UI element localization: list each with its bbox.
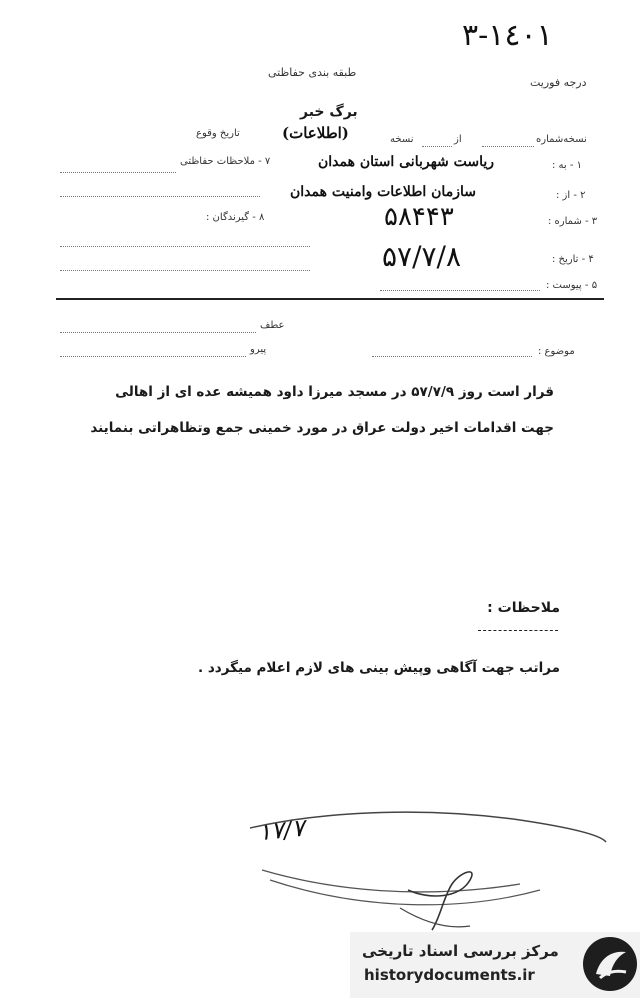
archive-code: ١٤٠١-٣ — [462, 18, 553, 53]
occurrence-date-label: تاریخ وقوع — [196, 128, 240, 139]
subject-label: موضوع : — [538, 346, 575, 357]
header-separator — [56, 298, 604, 300]
archive-logo-icon — [582, 936, 638, 992]
row8-label: ۸ - گیرندگان : — [206, 212, 265, 223]
row4-label: ۴ - تاریخ : — [552, 254, 594, 265]
row4-value: ۵۷/۷/۸ — [382, 240, 462, 273]
row2-label: ۲ - از : — [556, 190, 586, 201]
row1-value: ریاست شهربانی استان همدان — [318, 154, 495, 170]
from-label: از — [454, 134, 462, 145]
row3-value: ۵۸۴۴۳ — [384, 202, 454, 232]
row1-label: ۱ - به : — [552, 160, 583, 171]
copy-number-dots — [482, 146, 534, 147]
row5-label: ۵ - پیوست : — [546, 280, 598, 291]
classification-label: طبقه بندی حفاظتی — [268, 66, 357, 79]
notes-text: مراتب جهت آگاهی وپیش بینی های لازم اعلام میگردد . — [198, 660, 560, 676]
priority-label: درجه فوریت — [530, 76, 587, 89]
row8-dots — [60, 246, 310, 247]
row4-left-dots — [60, 270, 310, 271]
row3-label: ۳ - شماره : — [548, 216, 598, 227]
row2-left-dots — [60, 196, 260, 197]
footer-website: historydocuments.ir — [364, 966, 535, 984]
row7-dots — [60, 172, 176, 173]
row7-label: ۷ - ملاحظات حفاظتی — [180, 156, 271, 167]
attach-label: عطف — [260, 320, 285, 331]
form-stamp: (اطلاعات) — [282, 124, 349, 142]
row2-value: سازمان اطلاعات وامنیت همدان — [290, 184, 476, 200]
copy-number-label: نسخه‌شماره — [536, 134, 587, 145]
footer-center-name: مرکز بررسی اسناد تاریخی — [362, 942, 559, 960]
form-title: برگ خبر — [300, 104, 358, 120]
from-dots — [422, 146, 452, 147]
subject-dots — [372, 356, 532, 357]
attach-dots — [60, 332, 256, 333]
follow-label: پیرو — [250, 344, 267, 355]
notes-underline — [478, 630, 558, 631]
row5-dots — [380, 290, 540, 291]
handwritten-date: ۱۷/۷ — [256, 813, 307, 847]
copy-label: نسخه — [390, 134, 414, 145]
notes-heading: ملاحظات : — [487, 600, 560, 616]
body-line-2: جهت اقدامات اخیر دولت عراق در مورد خمینی جمع وتظاهراتی بنمایند — [90, 420, 554, 436]
follow-dots — [60, 356, 246, 357]
body-line-1: قرار است روز ۵۷/۷/۹ در مسجد میرزا داود همیشه عده ای از اهالی — [115, 384, 554, 400]
